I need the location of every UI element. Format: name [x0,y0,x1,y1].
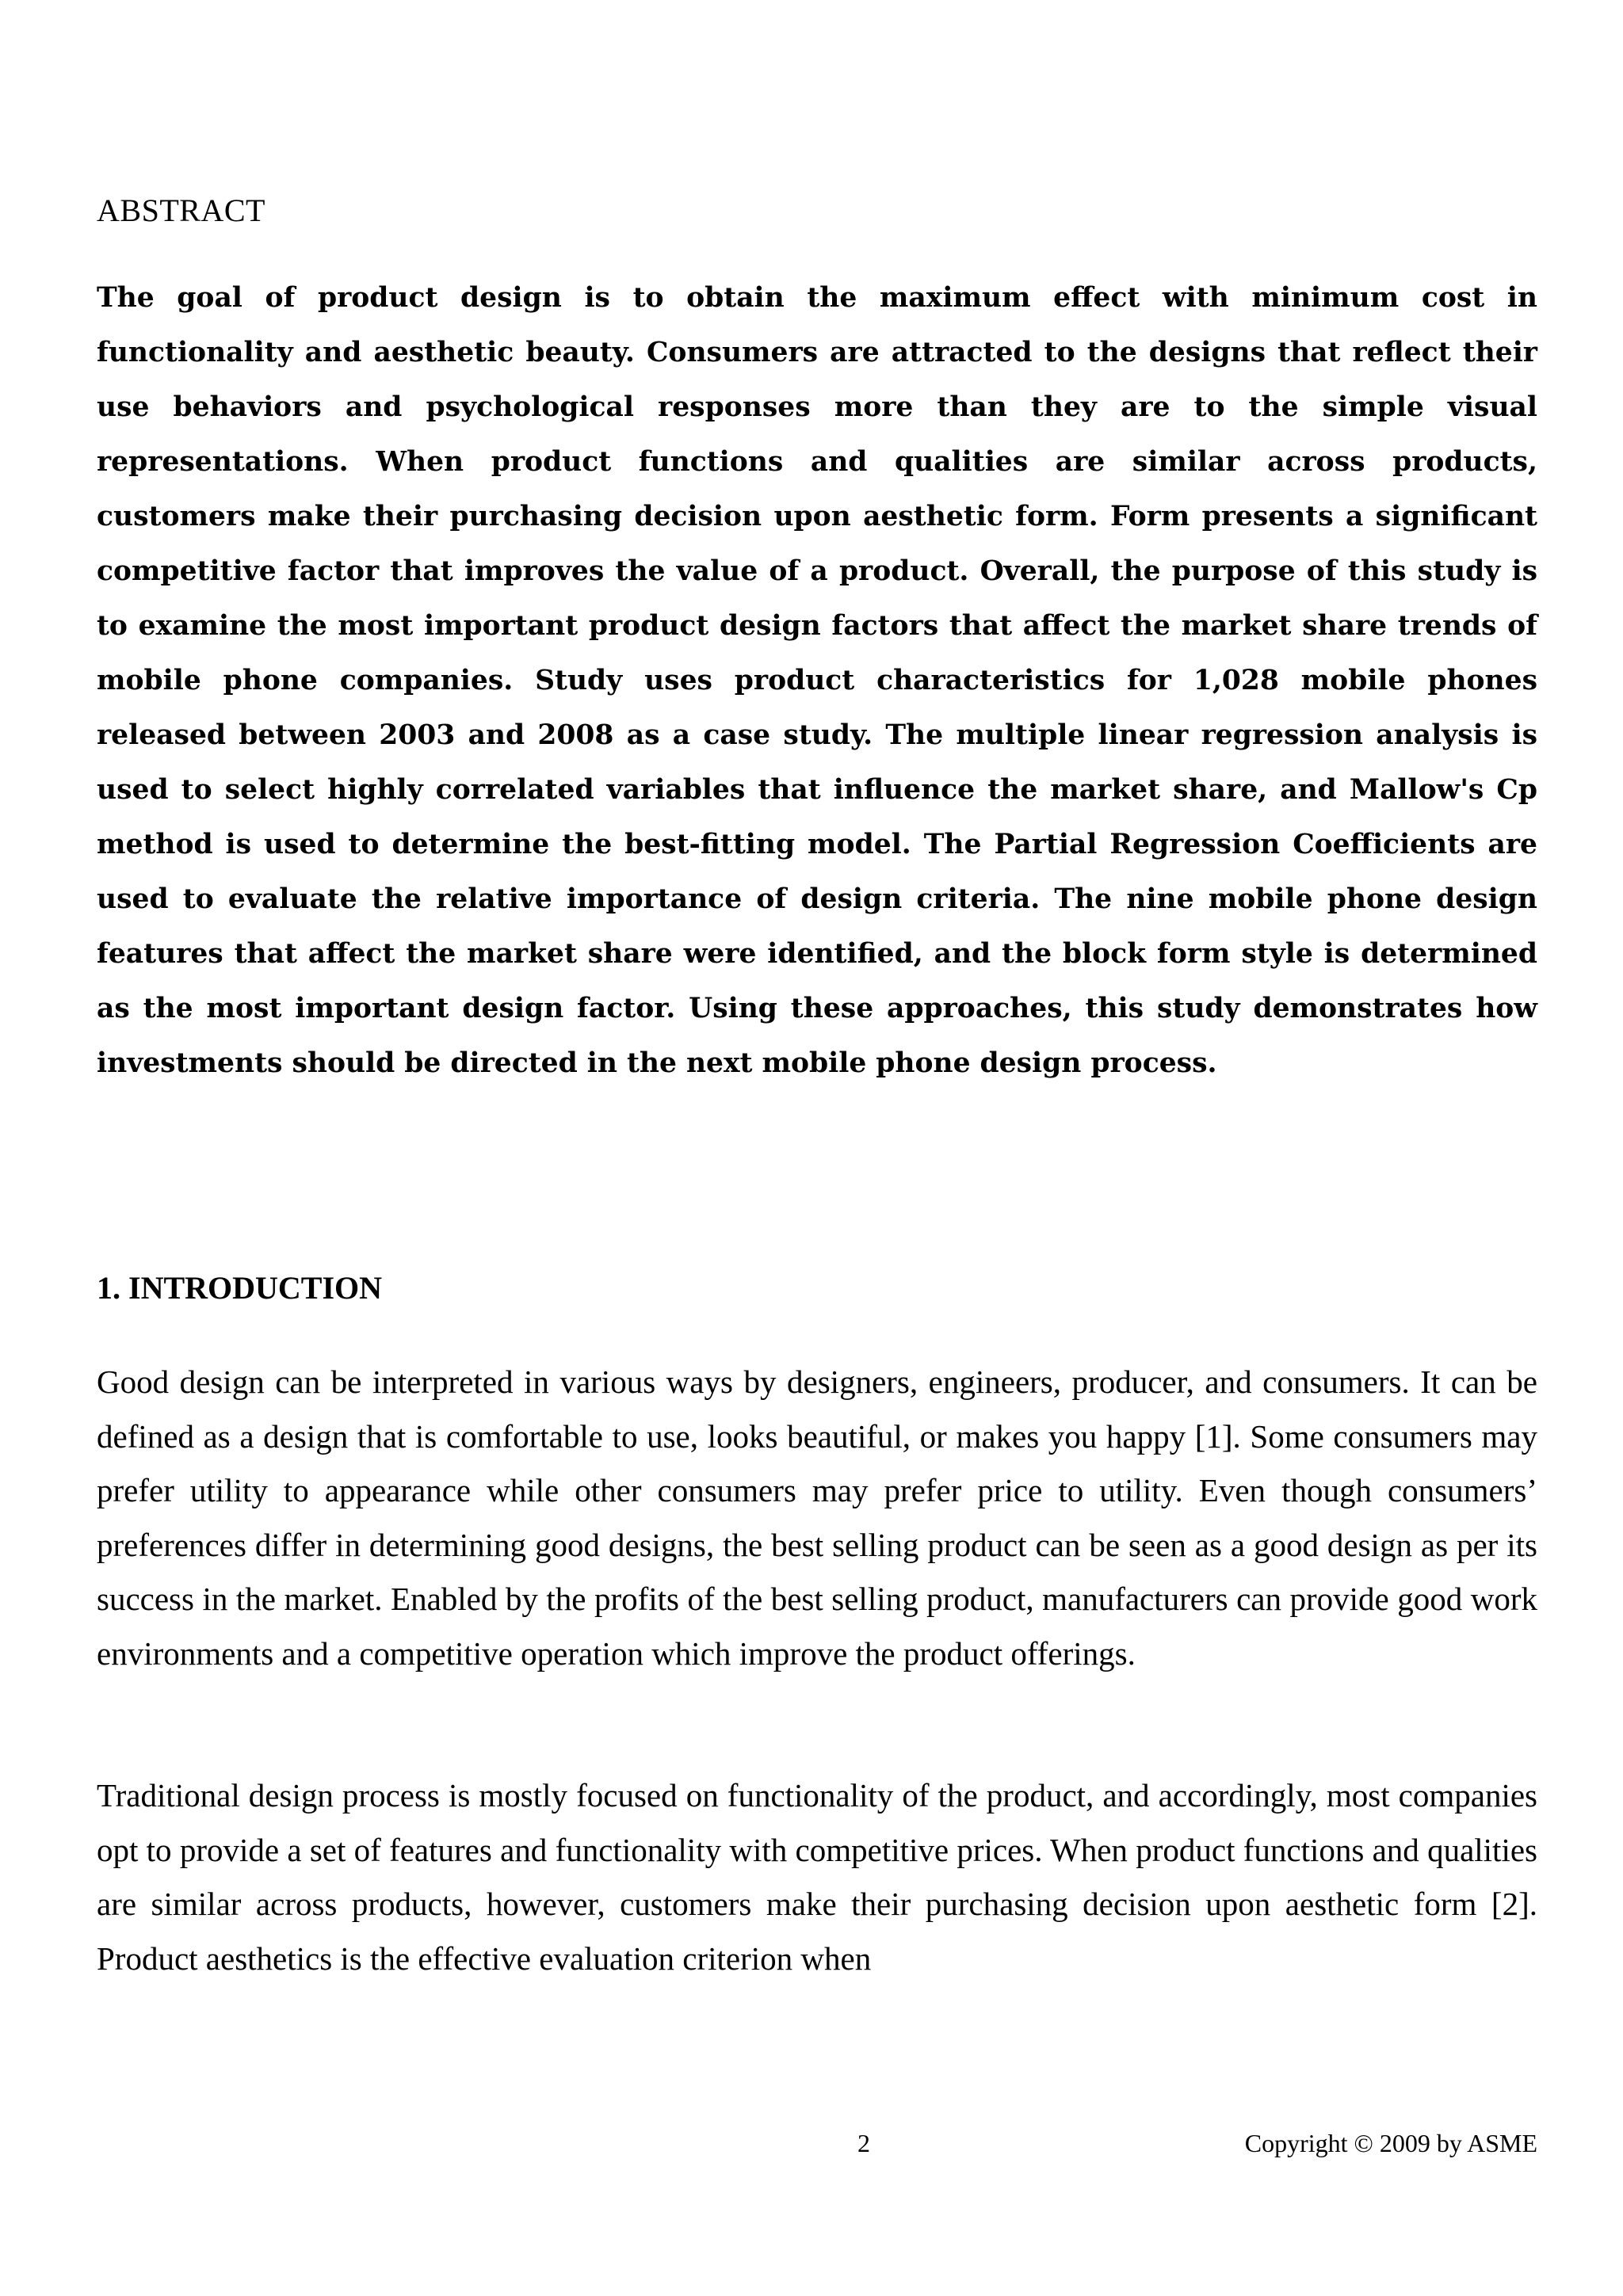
paper-page [97,0,1537,2296]
abstract-heading: ABSTRACT [97,193,265,228]
section-heading-introduction: 1. INTRODUCTION [97,1270,383,1306]
intro-paragraph: Good design can be interpreted in various ways by designers, engineers, producer, and consumers. It can be defined as a design that is comfortable to use, looks beautiful, or makes you happy [1]. Some consumers may prefer utility to appearance while other consumers may prefer price to utility. Even though consumers’ preferences differ in determining good designs, the best selling product can be seen as a good design as per its success in the market. Enabled by the profits of the best selling product, manufacturers can provide good work environments and a competitive operation which improve the product offerings. [97,1363,1537,1672]
copyright-notice: Copyright © 2009 by ASME [1244,2129,1537,2157]
page-number: 2 [857,2129,870,2157]
intro-paragraph: Traditional design process is mostly focused on functionality of the product, and accordingly, most companies opt to provide a set of features and functionality with competitive prices. When product functions and qualities are similar across products, however, customers make their purchasing decision upon aesthetic form [2]. Product aesthetics is the effective evaluation criterion when [97,1777,1537,1977]
abstract-body: The goal of product design is to obtain the maximum effect with minimum cost in functionality and aesthetic beauty. Consumers are attracted to the designs that reflect their use behaviors and psychological responses more than they are to the simple visual representations. When product functions and qualities are similar across products, customers make their purchasing decision upon aesthetic form. Form presents a significant competitive factor that improves the value of a product. Overall, the purpose of this study is to examine the most important product design factors that affect the market share trends of mobile phone companies. Study uses product characteristics for 1,028 mobile phones released between 2003 and 2008 as a case study. The multiple linear regression analysis is used to select highly correlated variables that influence the market share, and Mallow's Cp method is used to determine the best-fitting model. The Partial Regression Coefficients are used to evaluate the relative importance of design criteria. The nine mobile phone design features that affect the market share were identified, and the block form style is determined as the most important design factor. Using these approaches, this study demonstrates how investments should be directed in the next mobile phone design process. [97,282,1537,1079]
